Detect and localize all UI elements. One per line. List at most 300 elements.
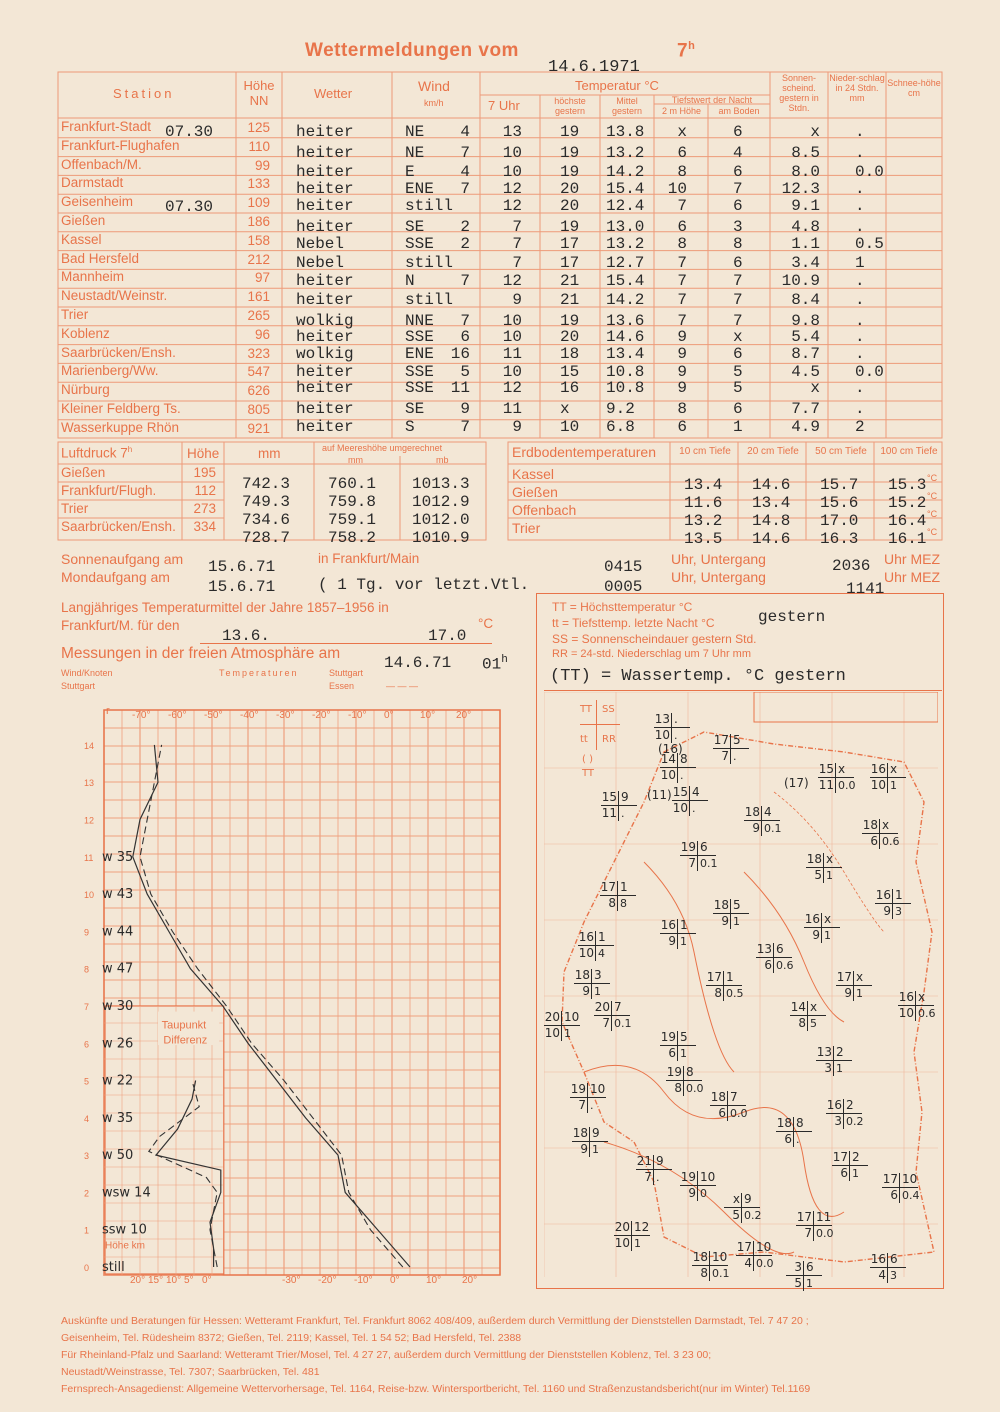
map-tt: 17 [882, 1172, 898, 1186]
station-value-t7: 10 [502, 144, 522, 162]
station-value-wetter: wolkig [296, 345, 354, 363]
station-height: 626 [247, 383, 270, 399]
map-entry-vline [879, 819, 880, 849]
map-tt: 14 [790, 1000, 806, 1014]
pressure-meer-mm: 759.8 [328, 493, 377, 511]
map-entry-hline [660, 1045, 696, 1046]
station-name: Frankfurt-Stadt [61, 119, 152, 134]
map-entry-hline [806, 867, 842, 868]
map-rr: 4 [598, 947, 605, 960]
station-value-tmin: 9 [677, 379, 687, 397]
station-value-sun: 9.8 [791, 312, 820, 330]
map-entry-vline [899, 1173, 900, 1203]
map-station-entry [870, 762, 910, 794]
aerology-title: Messungen in der freien Atmosphäre am [61, 645, 341, 662]
station-value-t7: 12 [502, 180, 522, 198]
legend-tt: TT = Höchsttemperatur °C [552, 600, 693, 614]
sunset-label: Uhr, Untergang [671, 551, 766, 567]
station-value-wspd: 6 [460, 328, 470, 346]
station-name: Geisenheim [61, 194, 134, 210]
map-station-entry [578, 930, 618, 962]
map-station-entry [636, 1154, 676, 1186]
station-value-wspd: 7 [460, 312, 470, 330]
station-value-tmin: 10 [667, 180, 687, 198]
map-ss: 10 [712, 1250, 728, 1264]
map-tt: 16 [898, 990, 914, 1004]
header-schnee: Schnee-höhe cm [887, 78, 941, 98]
longterm-line2: Frankfurt/M. für den [61, 618, 180, 633]
map-entry-vline [677, 1031, 678, 1061]
map-entry-vline [653, 1155, 654, 1185]
soil-value: 14.8 [752, 512, 791, 530]
map-entry-hline [870, 1267, 906, 1268]
station-value-tboden: 6 [733, 123, 743, 141]
station-value-sun: 8.7 [791, 345, 820, 363]
station-height: 805 [247, 402, 270, 417]
map-entry-vline [915, 991, 916, 1021]
map-tt2: 6 [764, 958, 772, 972]
map-ss: x [918, 990, 926, 1004]
bottom-tick-right: -30° [282, 1275, 301, 1286]
station-height: 547 [247, 364, 270, 380]
station-value-tboden: 5 [733, 379, 743, 397]
map-entry-vline [631, 1221, 632, 1251]
wind-label: w 30 [102, 998, 134, 1014]
station-value-tmax: 10 [560, 418, 580, 436]
map-tt: 18 [713, 898, 729, 912]
station-value-tmin: 8 [677, 163, 687, 181]
header-wind: Wind [418, 78, 450, 94]
map-entry-vline [793, 1117, 794, 1147]
map-key-under: TT [582, 768, 595, 779]
station-value-wdir: ENE [405, 180, 434, 198]
km-tick: 1 [84, 1225, 90, 1236]
map-rr: . [621, 807, 625, 820]
station-value-wetter: heiter [296, 363, 354, 381]
map-station-entry [660, 918, 700, 950]
map-ss: 6 [776, 942, 784, 956]
pressure-mm: 728.7 [242, 529, 291, 547]
map-station-entry [706, 970, 746, 1002]
map-entry-vline [617, 881, 618, 911]
map-entry-vline [821, 913, 822, 943]
map-station-entry [680, 1170, 720, 1202]
map-tt2: 7 [578, 1098, 586, 1112]
station-value-wspd: 7 [460, 144, 470, 162]
km-tick: 8 [84, 964, 90, 975]
footer-line5: Fernsprech-Ansagedienst: Allgemeine Wettervorhersage, Tel. 1164, Reise-bzw. Wintersportbericht, Tel. 1160 und Straßenzustandsbericht(nur im Winter) Tel.1169 [61, 1383, 811, 1395]
map-entry-hline [572, 1141, 608, 1142]
map-ss: 4 [692, 785, 700, 799]
moonrise-date: 15.6.71 [208, 578, 276, 596]
map-tt2: 9 [883, 904, 891, 918]
map-entry-hline [574, 983, 610, 984]
station-value-rain: . [855, 345, 865, 363]
map-rr: 3 [895, 905, 902, 918]
pressure-label: Luftdruck 7$^h$ [61, 445, 133, 461]
bottom-tick-left: 20° [130, 1275, 146, 1286]
map-ss: 5 [733, 898, 741, 912]
station-value-tmax: 21 [560, 272, 580, 290]
map-entry-hline [875, 903, 911, 904]
map-key-rr: RR [602, 734, 616, 745]
map-entry-hline [614, 1235, 650, 1236]
station-value-tmax: x [560, 400, 570, 418]
soil-value: 16.1 [888, 530, 927, 548]
moonset-time: 1141 [846, 580, 885, 598]
map-rr: 1 [594, 985, 601, 998]
station-value-tboden: 6 [733, 345, 743, 363]
station-value-tmit: 6.8 [606, 418, 635, 436]
soil-label: Erdbodentemperaturen [512, 444, 656, 460]
footer-line1: Auskünfte und Beratungen für Hessen: Wetteramt Frankfurt, Tel. Frankfurt 8062 408/409, außerdem durch Vermittlung der Dienststellen Darmstadt, Tel. 7 47 20 ; [61, 1315, 809, 1327]
map-tt: 20 [544, 1010, 560, 1024]
longterm-underline [200, 643, 492, 644]
km-tick: 10 [84, 890, 95, 901]
map-entry-vline [697, 1171, 698, 1201]
map-entry-hline [736, 1255, 772, 1256]
map-tt: 18 [574, 968, 590, 982]
soil-unit: °C [927, 473, 938, 483]
station-value-tboden: 5 [733, 363, 743, 381]
map-key-tt: TT [580, 704, 593, 715]
header-tiefst-boden: am Boden [718, 106, 760, 116]
station-value-t7: 9 [512, 418, 522, 436]
map-entry-hline [680, 855, 716, 856]
top-tick: -30° [276, 710, 295, 721]
map-ss: x [824, 912, 832, 926]
map-entry-hline [578, 945, 614, 946]
map-tt2: 7 [688, 856, 696, 870]
map-rr: 1 [733, 915, 740, 928]
map-tt: 19 [680, 1170, 696, 1184]
map-tt: 16 [578, 930, 594, 944]
map-entry-hline [672, 800, 708, 801]
moonset-mez: Uhr MEZ [884, 569, 940, 585]
map-rr: . [656, 1171, 660, 1184]
station-value-tmin: 9 [677, 328, 687, 346]
station-value-tmin: 7 [677, 291, 687, 309]
bottom-tick-right: 0° [390, 1275, 400, 1286]
map-entry-vline [723, 971, 724, 1001]
station-value-wdir: NNE [405, 312, 434, 330]
map-rr: 1 [592, 1143, 599, 1156]
km-tick: 11 [84, 852, 94, 863]
map-entry-hline [818, 777, 854, 778]
soil-value: 15.3 [888, 476, 927, 494]
station-name: Frankfurt-Flughafen [61, 137, 180, 153]
wind-label: w 50 [102, 1148, 134, 1164]
map-ss: 10 [700, 1170, 716, 1184]
soil-value: 16.4 [888, 512, 927, 530]
map-station-entry [882, 1172, 922, 1204]
station-value-wdir: SSE [405, 363, 434, 381]
map-rr: 1 [852, 1167, 859, 1180]
map-tt2: 10 [578, 946, 594, 960]
soil-value: 13.5 [684, 530, 723, 548]
moon-note: ( 1 Tg. vor letzt.Vtl. [318, 576, 530, 594]
chart-r-label: r [106, 705, 110, 717]
map-entry-vline [849, 1151, 850, 1181]
map-tt: 16 [826, 1098, 842, 1112]
station-value-wetter: heiter [296, 379, 354, 397]
km-tick: 5 [84, 1076, 90, 1087]
station-height: 921 [247, 420, 270, 436]
taupunkt-label: Differenz [163, 1034, 208, 1047]
map-entry-vline [709, 1251, 710, 1281]
station-value-tboden: 6 [733, 254, 743, 272]
map-tt: 16 [870, 1252, 886, 1266]
map-station-entry [796, 1210, 836, 1242]
station-value-wspd: 7 [460, 180, 470, 198]
map-tt: 20 [614, 1220, 630, 1234]
map-ss: 9 [592, 1126, 600, 1140]
report-hour: 7$^h$ [677, 40, 696, 62]
station-value-tmax: 21 [560, 291, 580, 309]
map-ss: 7 [614, 1000, 622, 1014]
soil-value: 17.0 [820, 512, 859, 530]
station-value-wetter: heiter [296, 328, 354, 346]
station-value-tmit: 13.8 [606, 123, 645, 141]
map-entry-vline [587, 1083, 588, 1113]
map-tt: 14 [660, 752, 676, 766]
station-value-rain: 0.0 [855, 163, 884, 181]
header-temperatur: Temperatur °C [575, 78, 659, 93]
station-value-wspd: 11 [450, 379, 470, 397]
map-ss: . [674, 712, 678, 726]
legend-rr: RR = 24-std. Niederschlag um 7 Uhr mm [552, 648, 751, 660]
map-station-entry [654, 712, 694, 756]
map-entry-hline [826, 1113, 862, 1114]
map-station-entry [826, 1098, 866, 1130]
map-tt: x [732, 1192, 740, 1206]
station-value-tboden: 7 [733, 291, 743, 309]
map-ss: 1 [726, 970, 734, 984]
map-rr: 0.1 [712, 1267, 730, 1280]
station-value-wetter: heiter [296, 400, 354, 418]
top-tick: 0° [384, 710, 394, 721]
station-value-tboden: 1 [733, 418, 743, 436]
map-entry-vline [807, 1001, 808, 1031]
map-entry-vline [697, 841, 698, 871]
map-inset-box [754, 692, 938, 722]
pressure-mb: 1010.9 [412, 529, 470, 547]
map-station-entry [832, 1150, 872, 1182]
footer-line3: Für Rheinland-Pfalz und Saarland: Wetteramt Trier/Mosel, Tel. 4 27 27, außerdem durch Vermittlung der Dienststellen Koblenz, Tel. 3 23 00; [61, 1349, 712, 1361]
station-value-t7: 11 [502, 400, 522, 418]
station-value-wdir: ENE [405, 345, 434, 363]
pressure-mb: 1012.9 [412, 493, 470, 511]
map-ss: 8 [796, 1116, 804, 1130]
station-value-tmin: 6 [677, 144, 687, 162]
header-wetter: Wetter [314, 86, 353, 101]
map-ss: 10 [902, 1172, 918, 1186]
map-entry-vline [561, 1011, 562, 1041]
wind-label: w 47 [102, 961, 134, 977]
map-tt2: 9 [668, 934, 676, 948]
temp-essen: Essen [329, 681, 355, 691]
pressure-meer-mm: 758.2 [328, 529, 377, 547]
station-value-sun: 4.5 [791, 363, 820, 381]
station-height: 96 [254, 326, 270, 342]
map-tt2: 10 [672, 801, 688, 815]
station-value-wetter: heiter [296, 218, 354, 236]
station-value-wspd: 4 [460, 163, 470, 181]
map-entry-hline [790, 1015, 826, 1016]
station-value-tmit: 13.0 [606, 218, 645, 236]
station-value-sun: 7.7 [791, 400, 820, 418]
map-ss: x [890, 762, 898, 776]
station-height: 158 [247, 232, 270, 248]
map-station-entry [862, 818, 902, 850]
legend-ss: SS = Sonnenscheindauer gestern Std. [552, 632, 757, 646]
map-tt2: 5 [732, 1208, 740, 1222]
sunrise-label: Sonnenaufgang am [61, 551, 184, 567]
station-value-tmax: 15 [560, 363, 580, 381]
wind-label: w 44 [102, 924, 134, 940]
map-station-entry [818, 762, 858, 794]
map-station-entry [660, 752, 700, 784]
station-value-wetter: heiter [296, 418, 354, 436]
station-value-wspd: 9 [460, 400, 470, 418]
km-tick: 0 [84, 1263, 90, 1273]
aerology-hour: 01$^h$ [482, 654, 508, 674]
header-tiefst-2m: 2 m Höhe [661, 106, 702, 116]
map-station-entry [600, 880, 640, 912]
header-sonne: Sonnen-scheind. gestern in Stdn. [779, 73, 819, 113]
station-value-wetter: heiter [296, 291, 354, 309]
station-value-sun: 1.1 [791, 235, 820, 253]
map-tt2: 7 [602, 1016, 610, 1030]
station-value-t7: 11 [502, 345, 522, 363]
station-value-tmit: 9.2 [606, 400, 635, 418]
map-tt: 18 [692, 1250, 708, 1264]
station-value-wdir: SSE [405, 379, 434, 397]
map-ss: 7 [730, 1090, 738, 1104]
station-value-tmit: 15.4 [606, 180, 645, 198]
moonset-label: Uhr, Untergang [671, 569, 766, 585]
map-entry-vline [730, 899, 731, 929]
station-value-wetter: heiter [296, 123, 354, 141]
map-entry-vline [595, 931, 596, 961]
header-wind-unit: km/h [424, 98, 444, 108]
map-entry-vline [591, 969, 592, 999]
map-rr: 1 [826, 869, 833, 882]
soil-value: 14.6 [752, 476, 791, 494]
map-rr: 5 [810, 1017, 817, 1030]
footer-line2: Geisenheim, Tel. Rüdesheim 8372; Gießen, Tel. 2119; Kassel, Tel. 1 54 52; Bad Hersfeld, Tel. 2388 [61, 1332, 522, 1344]
map-tt: 20 [594, 1000, 610, 1014]
station-value-rain: 0.0 [855, 363, 884, 381]
moonrise-time: 0005 [604, 578, 643, 596]
station-name: Darmstadt [61, 175, 124, 191]
bottom-tick-right: 10° [426, 1275, 442, 1286]
map-rr: 0.4 [902, 1189, 920, 1202]
map-entry-hline [636, 1169, 672, 1170]
station-name: Trier [61, 307, 89, 322]
soil-station: Offenbach [512, 502, 577, 518]
map-station-entry [724, 1192, 764, 1224]
map-tt: 17 [736, 1240, 752, 1254]
map-entry-hline [680, 1185, 716, 1186]
sunset-time: 2036 [832, 557, 871, 575]
page-title: Wettermeldungen vom [305, 40, 519, 61]
map-entry-vline [823, 853, 824, 883]
map-ss: 2 [846, 1098, 854, 1112]
map-entry-vline [618, 791, 619, 821]
station-value-tboden: 6 [733, 197, 743, 215]
station-value-tmin: 6 [677, 218, 687, 236]
longterm-date: 13.6. [222, 627, 271, 645]
top-tick: -60° [168, 710, 187, 721]
station-name: Nürburg [61, 382, 110, 398]
station-value-sun: 12.3 [781, 180, 820, 198]
station-name: Kleiner Feldberg Ts. [61, 401, 181, 416]
map-tt2: 7 [721, 749, 729, 763]
station-value-tmax: 19 [560, 312, 580, 330]
map-ss: x [826, 852, 834, 866]
map-station-entry [614, 1220, 654, 1252]
station-value-sun: x [810, 379, 820, 397]
map-station-entry [713, 898, 753, 930]
map-key-tt2: tt [580, 734, 588, 745]
station-value-tmit: 13.6 [606, 312, 645, 330]
map-entry-hline [882, 1187, 918, 1188]
soil-value: 15.6 [820, 494, 859, 512]
station-value-wetter: Nebel [296, 254, 345, 272]
top-tick: 10° [420, 710, 436, 721]
header-tiefst: Tiefstwert der Nacht [671, 95, 753, 105]
pressure-height: 195 [193, 465, 216, 480]
map-ss: 5 [680, 1030, 688, 1044]
station-height: 186 [247, 214, 270, 229]
station-value-rain: . [855, 291, 865, 309]
map-rr: 0.0 [730, 1107, 748, 1120]
soil-col-header: 50 cm Tiefe [815, 446, 867, 457]
map-entry-vline [803, 1261, 804, 1291]
map-tt2: 4 [744, 1256, 752, 1270]
station-value-tmax: 17 [560, 235, 580, 253]
map-tt2: 11 [818, 778, 834, 792]
station-value-wetter: heiter [296, 272, 354, 290]
top-tick: -40° [240, 710, 259, 721]
bottom-tick-left: 0° [202, 1275, 212, 1286]
map-station-entry [836, 970, 876, 1002]
soil-col-header: 20 cm Tiefe [747, 446, 799, 457]
pressure-height: 112 [194, 483, 216, 498]
soil-value: 15.7 [820, 476, 859, 494]
map-tt2: 10 [898, 1006, 914, 1020]
map-tt2: 10 [614, 1236, 630, 1250]
map-tt: 18 [572, 1126, 588, 1140]
map-ss: 6 [700, 840, 708, 854]
map-tt2: 8 [608, 896, 616, 910]
map-tt: 15 [601, 790, 617, 804]
map-ss: 10 [756, 1240, 772, 1254]
map-entry-hline [692, 1265, 728, 1266]
header-hoehe: Höhe NN [243, 78, 275, 108]
km-tick: 3 [84, 1151, 90, 1162]
map-station-entry [776, 1116, 816, 1148]
legend-gestern: gestern [758, 608, 826, 626]
map-rr: 1 [806, 1277, 813, 1290]
station-height: 99 [254, 157, 270, 173]
map-tt: 16 [660, 918, 676, 932]
station-value-tmax: 20 [560, 197, 580, 215]
station-value-rain: 0.5 [855, 235, 884, 253]
header-7uhr: 7 Uhr [488, 98, 520, 113]
wind-label: still [102, 1260, 125, 1275]
